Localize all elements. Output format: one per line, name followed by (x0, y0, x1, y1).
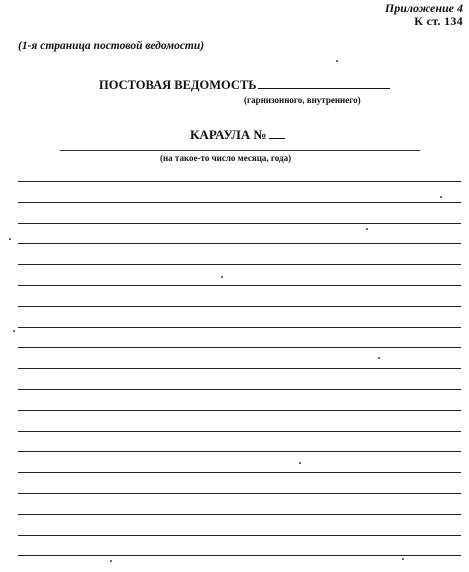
scan-speck (110, 560, 112, 562)
ruled-line (18, 223, 461, 224)
date-hint: (на такое-то число месяца, года) (160, 153, 292, 163)
date-fill-line (60, 150, 420, 151)
guard-title (190, 127, 285, 143)
ruled-line (18, 410, 461, 411)
ruled-line (18, 202, 461, 203)
appendix-header (385, 2, 463, 28)
scan-speck (13, 330, 15, 332)
scan-speck (299, 462, 301, 464)
ruled-line (18, 451, 461, 452)
ruled-line (18, 555, 461, 556)
ruled-line (18, 181, 461, 182)
scan-speck (221, 276, 223, 278)
document-title (99, 78, 390, 93)
appendix-title: Приложение 4 (384, 1, 463, 15)
scan-speck (378, 357, 380, 359)
scan-speck (336, 60, 338, 62)
guard-number-line (269, 137, 285, 139)
scan-speck (440, 196, 442, 198)
page-note: (1-я страница постовой ведомости) (18, 40, 205, 52)
appendix-reference: К ст. 134 (414, 14, 463, 28)
scan-speck (9, 238, 11, 240)
ruled-line (18, 389, 461, 390)
ruled-line (18, 431, 461, 432)
document-title-hint: (гарнизонного, внутреннего) (244, 95, 361, 105)
scan-speck (402, 558, 404, 560)
ruled-line (18, 306, 461, 307)
guard-title-label: КАРАУЛА № (190, 127, 267, 142)
document-title-label: ПОСТОВАЯ ВЕДОМОСТЬ (99, 78, 257, 92)
title-fill-line (258, 87, 390, 89)
ruled-line (18, 243, 461, 244)
ruled-line (18, 368, 461, 369)
ruled-line (18, 327, 461, 328)
ruled-line (18, 472, 461, 473)
ruled-line (18, 285, 461, 286)
ruled-line (18, 493, 461, 494)
ruled-line (18, 535, 461, 536)
ruled-line (18, 347, 461, 348)
ruled-line (18, 514, 461, 515)
ruled-line (18, 264, 461, 265)
scan-speck (366, 228, 368, 230)
